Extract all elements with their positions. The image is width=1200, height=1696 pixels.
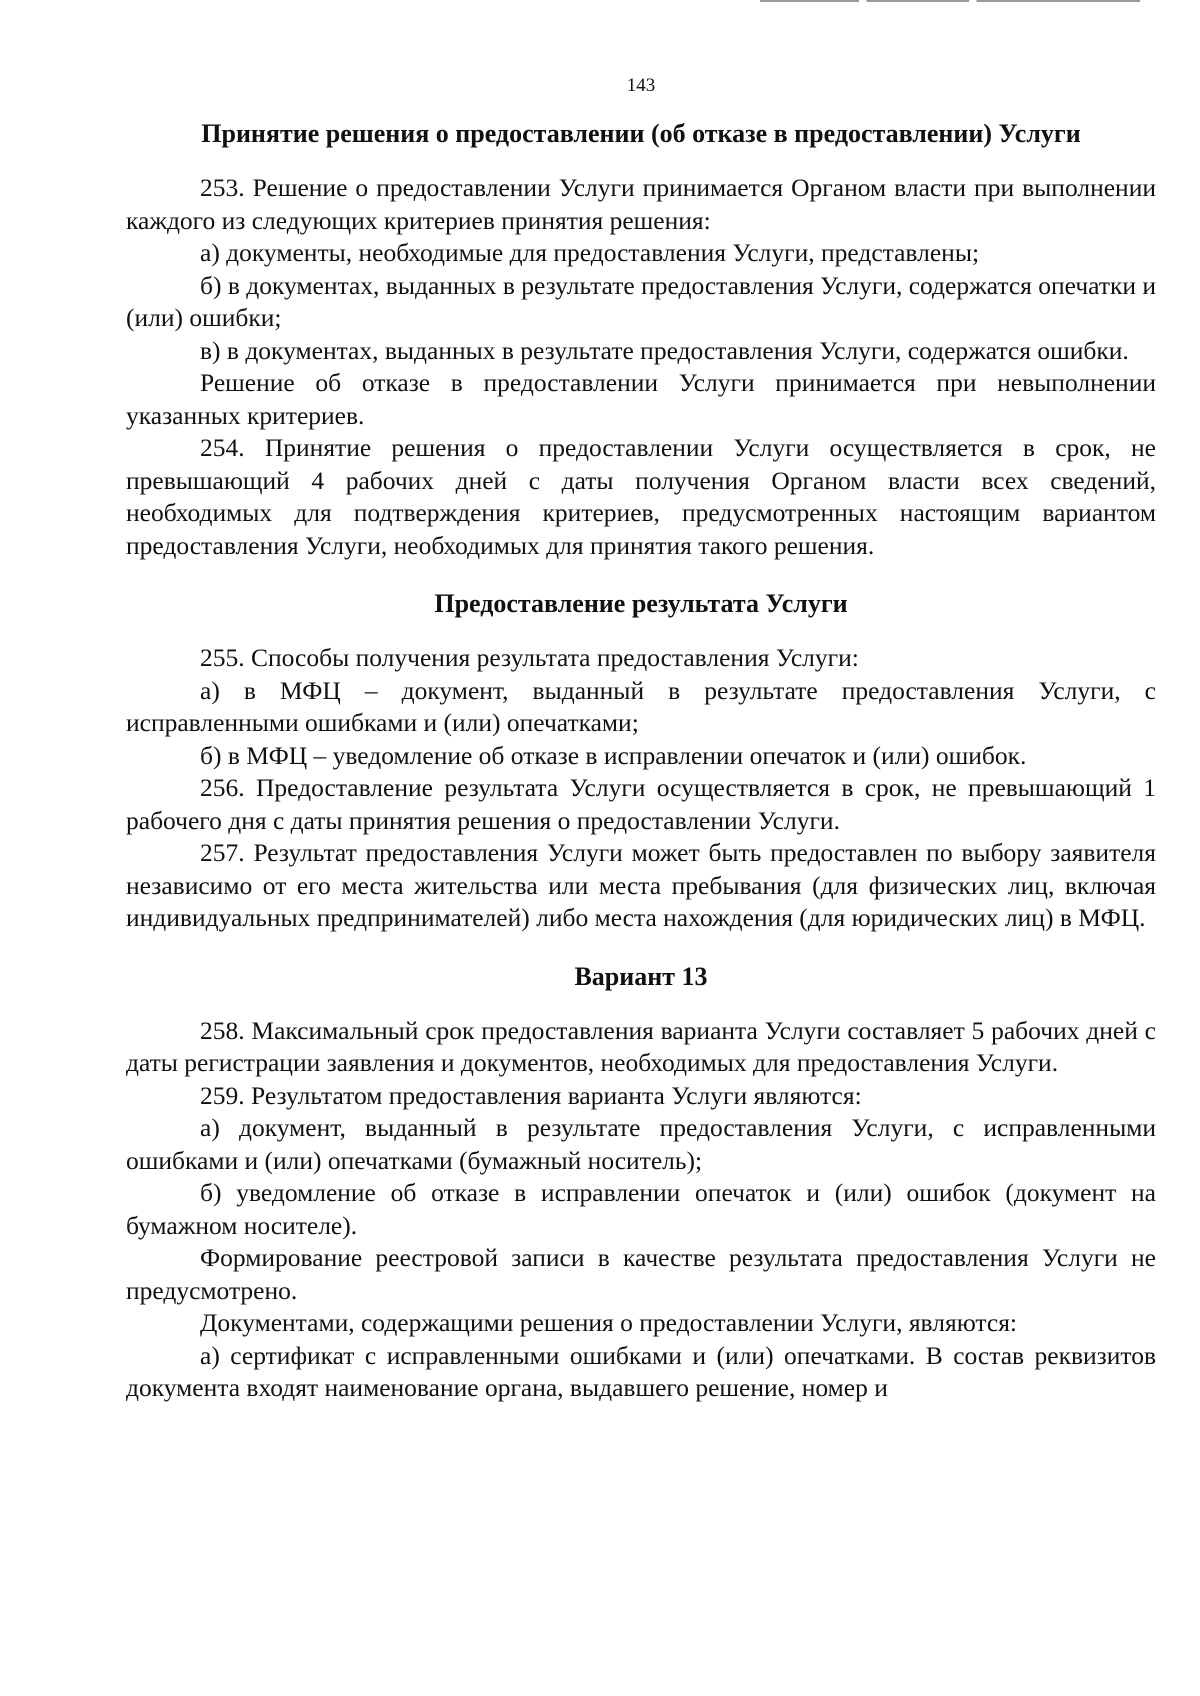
paragraph-255-a: а) в МФЦ – документ, выданный в результате предоставления Услуги, с исправленными ошибками и (или) опечатками; (126, 675, 1156, 737)
section-title-result: Предоставление результата Услуги (434, 589, 848, 618)
paragraph-255-b: б) в МФЦ – уведомление об отказе в исправлении опечаток и (или) ошибок. (200, 740, 1027, 770)
paragraph-256: 256. Предоставление результата Услуги осуществляется в срок, не превышающий 1 рабочего дня с даты принятия решения о предоставлении Услуги. (126, 773, 1156, 835)
section-title-variant: Вариант 13 (574, 961, 708, 991)
document-page (126, 0, 1156, 1405)
paragraph-registry: Формирование реестровой записи в качестве результата предоставления Услуги не предусмотрено. (126, 1243, 1156, 1305)
paragraph-253-v: в) в документах, выданных в результате предоставления Услуги, содержатся ошибки. (200, 335, 1129, 365)
paragraph-documents-a: а) сертификат с исправленными ошибками и (или) опечатками. В состав реквизитов документа входят наименование органа, выдавшего решение, номер и (126, 1340, 1156, 1402)
paragraph-253: 253. Решение о предоставлении Услуги принимается Органом власти при выполнении каждого из следующих критериев принятия решения: (126, 173, 1156, 235)
page-number: 143 (626, 75, 656, 96)
paragraph-259: 259. Результатом предоставления варианта Услуги являются: (200, 1080, 862, 1110)
paragraph-253-a: а) документы, необходимые для предоставления Услуги, представлены; (200, 238, 980, 267)
paragraph-253-refusal: Решение об отказе в предоставлении Услуги принимается при невыполнении указанных критериев. (126, 368, 1156, 430)
section-title-decision: Принятие решения о предоставлении (об отказе в предоставлении) Услуги (201, 119, 1081, 148)
paragraph-255: 255. Способы получения результата предоставления Услуги: (200, 643, 859, 672)
paragraph-259-b: б) уведомление об отказе в исправлении опечаток и (или) ошибок (документ на бумажном носителе). (126, 1178, 1156, 1240)
paragraph-254: 254. Принятие решения о предоставлении Услуги осуществляется в срок, не превышающий 4 рабочих дней с даты получения Органом власти всех сведений, необходимых для подтверждения критериев, предусмотренных настоящим вариантом предоставления Услуги, необходимых для принятия такого решения. (126, 433, 1156, 560)
paragraph-253-b: б) в документах, выданных в результате предоставления Услуги, содержатся опечатки и (или) ошибки; (126, 270, 1157, 332)
paragraph-259-a: а) документ, выданный в результате предоставления Услуги, с исправленными ошибками и (или) опечатками (бумажный носитель); (126, 1113, 1156, 1175)
paragraph-257: 257. Результат предоставления Услуги может быть предоставлен по выбору заявителя независимо от его места жительства или места пребывания (для физических лиц, включая индивидуальных предпринимателей) либо места нахождения (для юридических лиц) в МФЦ. (126, 838, 1156, 932)
paragraph-documents: Документами, содержащими решения о предоставлении Услуги, являются: (200, 1308, 1018, 1337)
paragraph-258: 258. Максимальный срок предоставления варианта Услуги составляет 5 рабочих дней с даты регистрации заявления и документов, необходимых для предоставления Услуги. (126, 1015, 1156, 1077)
